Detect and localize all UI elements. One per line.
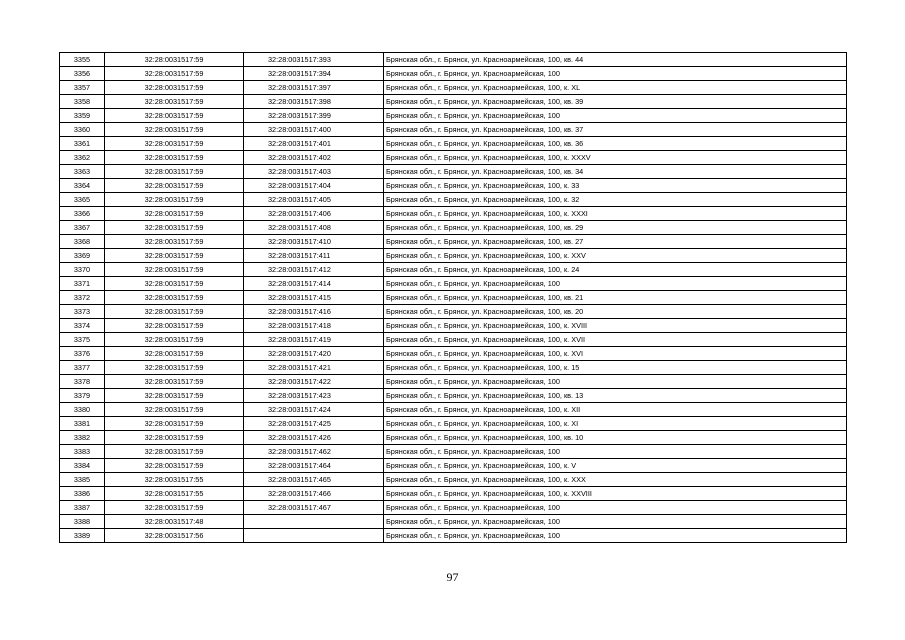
parcel-cadastral-number-cell: 32:28:0031517:59 bbox=[105, 67, 244, 81]
table-row bbox=[60, 81, 847, 95]
address-cell: Брянская обл., г. Брянск, ул. Красноармейская, 100, к. XI bbox=[384, 417, 847, 431]
row-number-cell: 3367 bbox=[60, 221, 105, 235]
address-cell: Брянская обл., г. Брянск, ул. Красноармейская, 100 bbox=[384, 501, 847, 515]
parcel-cadastral-number-cell: 32:28:0031517:59 bbox=[105, 347, 244, 361]
row-number-cell: 3361 bbox=[60, 137, 105, 151]
table-row bbox=[60, 417, 847, 431]
row-number-cell: 3385 bbox=[60, 473, 105, 487]
parcel-cadastral-number-cell: 32:28:0031517:59 bbox=[105, 333, 244, 347]
row-number-cell: 3358 bbox=[60, 95, 105, 109]
table-row bbox=[60, 235, 847, 249]
parcel-cadastral-number-cell: 32:28:0031517:59 bbox=[105, 277, 244, 291]
address-cell: Брянская обл., г. Брянск, ул. Красноармейская, 100, к. XII bbox=[384, 403, 847, 417]
table-row bbox=[60, 347, 847, 361]
object-cadastral-number-cell: 32:28:0031517:424 bbox=[244, 403, 384, 417]
row-number-cell: 3362 bbox=[60, 151, 105, 165]
parcel-cadastral-number-cell: 32:28:0031517:59 bbox=[105, 165, 244, 179]
parcel-cadastral-number-cell: 32:28:0031517:59 bbox=[105, 403, 244, 417]
address-cell: Брянская обл., г. Брянск, ул. Красноармейская, 100, к. XXV bbox=[384, 249, 847, 263]
table-row bbox=[60, 333, 847, 347]
table-row bbox=[60, 95, 847, 109]
address-cell: Брянская обл., г. Брянск, ул. Красноармейская, 100, к. XXX bbox=[384, 473, 847, 487]
address-cell: Брянская обл., г. Брянск, ул. Красноармейская, 100, кв. 37 bbox=[384, 123, 847, 137]
table-row bbox=[60, 207, 847, 221]
parcel-cadastral-number-cell: 32:28:0031517:59 bbox=[105, 445, 244, 459]
parcel-cadastral-number-cell: 32:28:0031517:59 bbox=[105, 137, 244, 151]
object-cadastral-number-cell: 32:28:0031517:423 bbox=[244, 389, 384, 403]
row-number-cell: 3386 bbox=[60, 487, 105, 501]
registry-table bbox=[59, 52, 847, 543]
address-cell: Брянская обл., г. Брянск, ул. Красноармейская, 100, к. 24 bbox=[384, 263, 847, 277]
registry-table-body bbox=[60, 53, 847, 543]
address-cell: Брянская обл., г. Брянск, ул. Красноармейская, 100, к. XL bbox=[384, 81, 847, 95]
address-cell: Брянская обл., г. Брянск, ул. Красноармейская, 100, кв. 34 bbox=[384, 165, 847, 179]
table-row bbox=[60, 389, 847, 403]
parcel-cadastral-number-cell: 32:28:0031517:59 bbox=[105, 109, 244, 123]
table-row bbox=[60, 109, 847, 123]
table-row bbox=[60, 515, 847, 529]
table-row bbox=[60, 403, 847, 417]
table-row bbox=[60, 263, 847, 277]
page-number: 97 bbox=[446, 570, 459, 584]
address-cell: Брянская обл., г. Брянск, ул. Красноармейская, 100, кв. 13 bbox=[384, 389, 847, 403]
address-cell: Брянская обл., г. Брянск, ул. Красноармейская, 100, к. XXXV bbox=[384, 151, 847, 165]
row-number-cell: 3377 bbox=[60, 361, 105, 375]
row-number-cell: 3376 bbox=[60, 347, 105, 361]
row-number-cell: 3379 bbox=[60, 389, 105, 403]
parcel-cadastral-number-cell: 32:28:0031517:59 bbox=[105, 431, 244, 445]
object-cadastral-number-cell: 32:28:0031517:426 bbox=[244, 431, 384, 445]
table-row bbox=[60, 277, 847, 291]
row-number-cell: 3365 bbox=[60, 193, 105, 207]
object-cadastral-number-cell: 32:28:0031517:466 bbox=[244, 487, 384, 501]
row-number-cell: 3364 bbox=[60, 179, 105, 193]
address-cell: Брянская обл., г. Брянск, ул. Красноармейская, 100, к. 33 bbox=[384, 179, 847, 193]
table-row bbox=[60, 53, 847, 67]
address-cell: Брянская обл., г. Брянск, ул. Красноармейская, 100, кв. 10 bbox=[384, 431, 847, 445]
object-cadastral-number-cell: 32:28:0031517:393 bbox=[244, 53, 384, 67]
parcel-cadastral-number-cell: 32:28:0031517:59 bbox=[105, 249, 244, 263]
address-cell: Брянская обл., г. Брянск, ул. Красноармейская, 100, кв. 27 bbox=[384, 235, 847, 249]
object-cadastral-number-cell: 32:28:0031517:421 bbox=[244, 361, 384, 375]
parcel-cadastral-number-cell: 32:28:0031517:59 bbox=[105, 235, 244, 249]
address-cell: Брянская обл., г. Брянск, ул. Красноармейская, 100 bbox=[384, 67, 847, 81]
object-cadastral-number-cell: 32:28:0031517:404 bbox=[244, 179, 384, 193]
row-number-cell: 3355 bbox=[60, 53, 105, 67]
row-number-cell: 3363 bbox=[60, 165, 105, 179]
object-cadastral-number-cell: 32:28:0031517:411 bbox=[244, 249, 384, 263]
object-cadastral-number-cell bbox=[244, 515, 384, 529]
row-number-cell: 3384 bbox=[60, 459, 105, 473]
table-row bbox=[60, 473, 847, 487]
row-number-cell: 3369 bbox=[60, 249, 105, 263]
table-row bbox=[60, 375, 847, 389]
object-cadastral-number-cell: 32:28:0031517:465 bbox=[244, 473, 384, 487]
address-cell: Брянская обл., г. Брянск, ул. Красноармейская, 100, кв. 21 bbox=[384, 291, 847, 305]
parcel-cadastral-number-cell: 32:28:0031517:59 bbox=[105, 179, 244, 193]
parcel-cadastral-number-cell: 32:28:0031517:59 bbox=[105, 501, 244, 515]
parcel-cadastral-number-cell: 32:28:0031517:59 bbox=[105, 361, 244, 375]
table-row bbox=[60, 151, 847, 165]
object-cadastral-number-cell: 32:28:0031517:394 bbox=[244, 67, 384, 81]
parcel-cadastral-number-cell: 32:28:0031517:59 bbox=[105, 193, 244, 207]
parcel-cadastral-number-cell: 32:28:0031517:55 bbox=[105, 473, 244, 487]
address-cell: Брянская обл., г. Брянск, ул. Красноармейская, 100 bbox=[384, 109, 847, 123]
row-number-cell: 3380 bbox=[60, 403, 105, 417]
address-cell: Брянская обл., г. Брянск, ул. Красноармейская, 100, кв. 36 bbox=[384, 137, 847, 151]
table-row bbox=[60, 431, 847, 445]
row-number-cell: 3368 bbox=[60, 235, 105, 249]
parcel-cadastral-number-cell: 32:28:0031517:59 bbox=[105, 207, 244, 221]
table-row bbox=[60, 291, 847, 305]
table-row bbox=[60, 529, 847, 543]
address-cell: Брянская обл., г. Брянск, ул. Красноармейская, 100, к. XVII bbox=[384, 333, 847, 347]
object-cadastral-number-cell: 32:28:0031517:397 bbox=[244, 81, 384, 95]
parcel-cadastral-number-cell: 32:28:0031517:59 bbox=[105, 123, 244, 137]
address-cell: Брянская обл., г. Брянск, ул. Красноармейская, 100, к. XXVIII bbox=[384, 487, 847, 501]
object-cadastral-number-cell: 32:28:0031517:416 bbox=[244, 305, 384, 319]
table-row bbox=[60, 165, 847, 179]
row-number-cell: 3356 bbox=[60, 67, 105, 81]
object-cadastral-number-cell: 32:28:0031517:464 bbox=[244, 459, 384, 473]
address-cell: Брянская обл., г. Брянск, ул. Красноармейская, 100 bbox=[384, 529, 847, 543]
object-cadastral-number-cell: 32:28:0031517:399 bbox=[244, 109, 384, 123]
table-row bbox=[60, 501, 847, 515]
row-number-cell: 3382 bbox=[60, 431, 105, 445]
object-cadastral-number-cell: 32:28:0031517:418 bbox=[244, 319, 384, 333]
row-number-cell: 3372 bbox=[60, 291, 105, 305]
row-number-cell: 3357 bbox=[60, 81, 105, 95]
address-cell: Брянская обл., г. Брянск, ул. Красноармейская, 100, кв. 44 bbox=[384, 53, 847, 67]
table-row bbox=[60, 319, 847, 333]
row-number-cell: 3371 bbox=[60, 277, 105, 291]
object-cadastral-number-cell: 32:28:0031517:406 bbox=[244, 207, 384, 221]
object-cadastral-number-cell: 32:28:0031517:412 bbox=[244, 263, 384, 277]
object-cadastral-number-cell: 32:28:0031517:425 bbox=[244, 417, 384, 431]
parcel-cadastral-number-cell: 32:28:0031517:59 bbox=[105, 459, 244, 473]
object-cadastral-number-cell: 32:28:0031517:410 bbox=[244, 235, 384, 249]
object-cadastral-number-cell: 32:28:0031517:402 bbox=[244, 151, 384, 165]
table-row bbox=[60, 67, 847, 81]
table-row bbox=[60, 179, 847, 193]
row-number-cell: 3373 bbox=[60, 305, 105, 319]
address-cell: Брянская обл., г. Брянск, ул. Красноармейская, 100, к. 15 bbox=[384, 361, 847, 375]
object-cadastral-number-cell: 32:28:0031517:401 bbox=[244, 137, 384, 151]
table-row bbox=[60, 305, 847, 319]
row-number-cell: 3388 bbox=[60, 515, 105, 529]
parcel-cadastral-number-cell: 32:28:0031517:59 bbox=[105, 375, 244, 389]
address-cell: Брянская обл., г. Брянск, ул. Красноармейская, 100, кв. 29 bbox=[384, 221, 847, 235]
parcel-cadastral-number-cell: 32:28:0031517:59 bbox=[105, 291, 244, 305]
address-cell: Брянская обл., г. Брянск, ул. Красноармейская, 100 bbox=[384, 515, 847, 529]
table-row bbox=[60, 193, 847, 207]
row-number-cell: 3370 bbox=[60, 263, 105, 277]
object-cadastral-number-cell: 32:28:0031517:400 bbox=[244, 123, 384, 137]
parcel-cadastral-number-cell: 32:28:0031517:59 bbox=[105, 319, 244, 333]
object-cadastral-number-cell: 32:28:0031517:405 bbox=[244, 193, 384, 207]
address-cell: Брянская обл., г. Брянск, ул. Красноармейская, 100 bbox=[384, 375, 847, 389]
table-row bbox=[60, 221, 847, 235]
object-cadastral-number-cell: 32:28:0031517:403 bbox=[244, 165, 384, 179]
parcel-cadastral-number-cell: 32:28:0031517:59 bbox=[105, 263, 244, 277]
parcel-cadastral-number-cell: 32:28:0031517:59 bbox=[105, 151, 244, 165]
address-cell: Брянская обл., г. Брянск, ул. Красноармейская, 100 bbox=[384, 445, 847, 459]
object-cadastral-number-cell: 32:28:0031517:414 bbox=[244, 277, 384, 291]
object-cadastral-number-cell: 32:28:0031517:419 bbox=[244, 333, 384, 347]
row-number-cell: 3366 bbox=[60, 207, 105, 221]
table-row bbox=[60, 459, 847, 473]
object-cadastral-number-cell: 32:28:0031517:420 bbox=[244, 347, 384, 361]
parcel-cadastral-number-cell: 32:28:0031517:48 bbox=[105, 515, 244, 529]
object-cadastral-number-cell: 32:28:0031517:415 bbox=[244, 291, 384, 305]
object-cadastral-number-cell: 32:28:0031517:408 bbox=[244, 221, 384, 235]
address-cell: Брянская обл., г. Брянск, ул. Красноармейская, 100, к. XVIII bbox=[384, 319, 847, 333]
address-cell: Брянская обл., г. Брянск, ул. Красноармейская, 100 bbox=[384, 277, 847, 291]
object-cadastral-number-cell bbox=[244, 529, 384, 543]
object-cadastral-number-cell: 32:28:0031517:398 bbox=[244, 95, 384, 109]
address-cell: Брянская обл., г. Брянск, ул. Красноармейская, 100, кв. 20 bbox=[384, 305, 847, 319]
parcel-cadastral-number-cell: 32:28:0031517:59 bbox=[105, 221, 244, 235]
table-row bbox=[60, 361, 847, 375]
address-cell: Брянская обл., г. Брянск, ул. Красноармейская, 100, к. V bbox=[384, 459, 847, 473]
parcel-cadastral-number-cell: 32:28:0031517:55 bbox=[105, 487, 244, 501]
address-cell: Брянская обл., г. Брянск, ул. Красноармейская, 100, к. XVI bbox=[384, 347, 847, 361]
parcel-cadastral-number-cell: 32:28:0031517:59 bbox=[105, 305, 244, 319]
address-cell: Брянская обл., г. Брянск, ул. Красноармейская, 100, к. 32 bbox=[384, 193, 847, 207]
parcel-cadastral-number-cell: 32:28:0031517:59 bbox=[105, 417, 244, 431]
object-cadastral-number-cell: 32:28:0031517:422 bbox=[244, 375, 384, 389]
object-cadastral-number-cell: 32:28:0031517:462 bbox=[244, 445, 384, 459]
row-number-cell: 3383 bbox=[60, 445, 105, 459]
table-row bbox=[60, 137, 847, 151]
object-cadastral-number-cell: 32:28:0031517:467 bbox=[244, 501, 384, 515]
address-cell: Брянская обл., г. Брянск, ул. Красноармейская, 100, к. XXXI bbox=[384, 207, 847, 221]
row-number-cell: 3375 bbox=[60, 333, 105, 347]
table-row bbox=[60, 487, 847, 501]
parcel-cadastral-number-cell: 32:28:0031517:56 bbox=[105, 529, 244, 543]
parcel-cadastral-number-cell: 32:28:0031517:59 bbox=[105, 95, 244, 109]
row-number-cell: 3389 bbox=[60, 529, 105, 543]
parcel-cadastral-number-cell: 32:28:0031517:59 bbox=[105, 53, 244, 67]
address-cell: Брянская обл., г. Брянск, ул. Красноармейская, 100, кв. 39 bbox=[384, 95, 847, 109]
row-number-cell: 3374 bbox=[60, 319, 105, 333]
row-number-cell: 3381 bbox=[60, 417, 105, 431]
table-row bbox=[60, 249, 847, 263]
table-row bbox=[60, 445, 847, 459]
parcel-cadastral-number-cell: 32:28:0031517:59 bbox=[105, 81, 244, 95]
row-number-cell: 3387 bbox=[60, 501, 105, 515]
row-number-cell: 3360 bbox=[60, 123, 105, 137]
row-number-cell: 3378 bbox=[60, 375, 105, 389]
parcel-cadastral-number-cell: 32:28:0031517:59 bbox=[105, 389, 244, 403]
table-row bbox=[60, 123, 847, 137]
row-number-cell: 3359 bbox=[60, 109, 105, 123]
